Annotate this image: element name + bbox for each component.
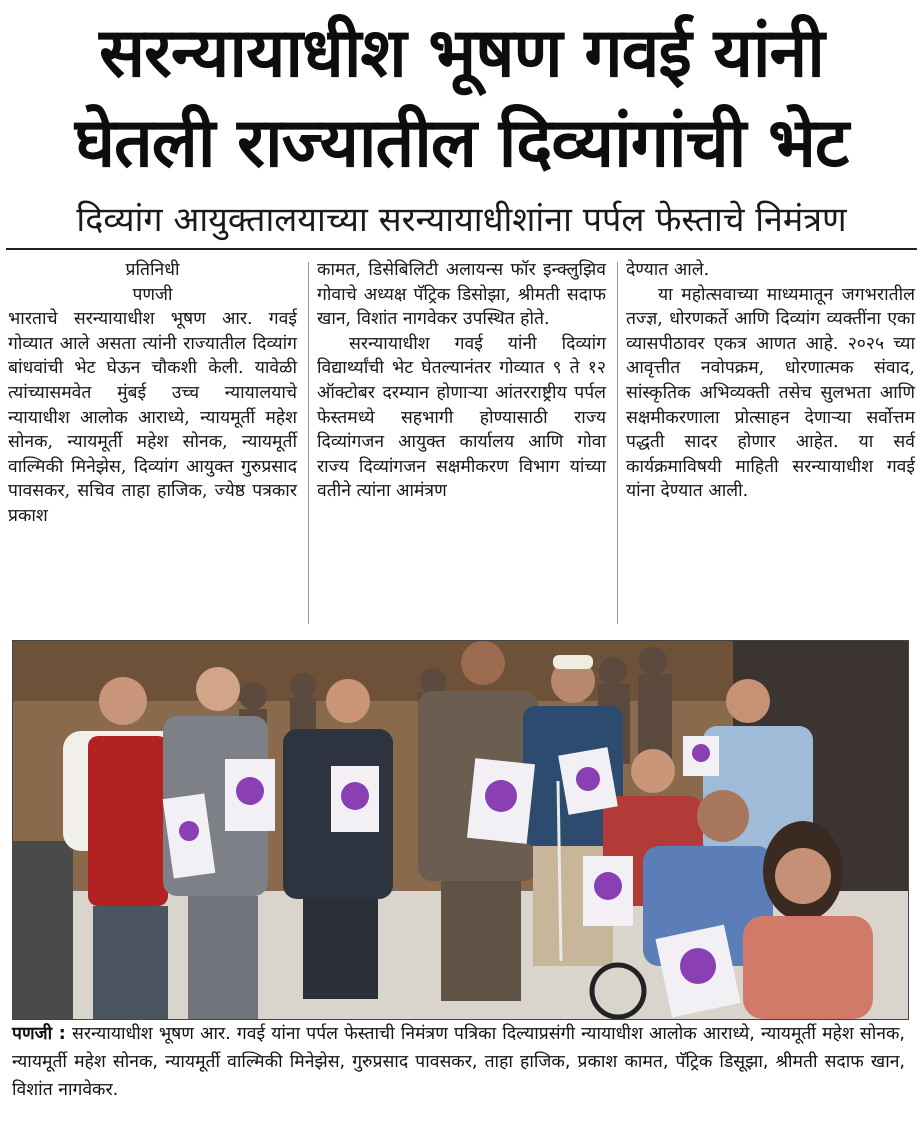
group-photo-image [13,641,908,1019]
article-paragraph: कामत, डिसेबिलिटी अलायन्स फॉर इन्क्लुझिव गोवाचे अध्यक्ष पॅट्रिक डिसोझा, श्रीमती सदाफ खान, विशांत नागवेकर उपस्थित होते. [317,260,606,330]
photo-caption [12,1020,905,1104]
article-column-2 [317,258,606,504]
article-column-1 [8,258,297,529]
caption-dateline: पणजी : [12,1024,66,1044]
article-paragraph: भारताचे सरन्यायाधीश भूषण आर. गवई गोव्यात आले असता त्यांनी राज्यातील दिव्यांग बांधवांची भेट घेऊन चौकशी केली. यावेळी त्यांच्यासमवेत मुंबई उच्च न्यायालयाचे न्यायाधीश आलोक आराध्ये, न्यायमूर्ती महेश सोनक, न्यायमूर्ती महेश सोनक, न्यायमूर्ती वाल्मिकी मिनेझेस, दिव्यांग आयुक्त गुरुप्रसाद पावसकर, सचिव ताहा हाजिक, ज्येष्ठ पत्रकार प्रकाश [8,309,297,526]
byline-author: प्रतिनिधी [125,260,180,280]
headline-line-2: घेतली राज्यातील दिव्यांगांची भेट [74,104,849,183]
article-paragraph: या महोत्सवाच्या माध्यमातून जगभरातील तज्ज्ञ, धोरणकर्ते आणि दिव्यांग व्यक्तींना एका व्यासपीठावर एकत्र आणत आहे. २०२५ च्या आवृत्तीत नवोपक्रम, धोरणात्मक संवाद, सांस्कृतिक अभिव्यक्ती तसेच सुलभता आणि सक्षमीकरणाला प्रोत्साहन देणाऱ्या सर्वोत्तम पद्धती सादर होणार आहेत. या सर्व कार्यक्रमाविषयी माहिती सरन्यायाधीश गवई यांना देण्यात आली. [626,284,915,502]
byline-place: पणजी [132,284,173,305]
caption-text: सरन्यायाधीश भूषण आर. गवई यांना पर्पल फेस्ताची निमंत्रण पत्रिका दिल्याप्रसंगी न्यायाधीश आलोक आराध्ये, न्यायमूर्ती महेश सोनक, न्यायमूर्ती महेश सोनक, न्यायमूर्ती वाल्मिकी मिनेझेस, गुरुप्रसाद पावसकर, ताहा हाजिक, प्रकाश कामत, पॅट्रिक डिसूझा, श्रीमती सदाफ खान, विशांत नागवेकर. [12,1024,905,1100]
column-divider [308,262,309,624]
article-paragraph: सरन्यायाधीश गवई यांनी दिव्यांग विद्यार्थ्यांची भेट घेतल्यानंतर गोव्यात ९ ते १२ ऑक्टोबर दरम्यान होणाऱ्या आंतरराष्ट्रीय पर्पल फेस्तमध्ये सहभागी होण्यासाठी राज्य दिव्यांगजन आयुक्त कार्यालय आणि गोवा राज्य दिव्यांगजन सक्षमीकरण विभाग यांच्या वतीने त्यांना आमंत्रण [317,333,606,502]
subheadline: दिव्यांग आयुक्तालयाच्या सरन्यायाधीशांना पर्पल फेस्ताचे निमंत्रण [76,200,847,240]
group-photo [12,640,909,1020]
article-column-3 [626,258,915,504]
headline-line-1: सरन्यायाधीश भूषण गवई यांनी [99,14,824,93]
article-paragraph: देण्यात आले. [626,260,710,280]
column-divider [617,262,618,624]
subheadline-rule [6,248,917,250]
